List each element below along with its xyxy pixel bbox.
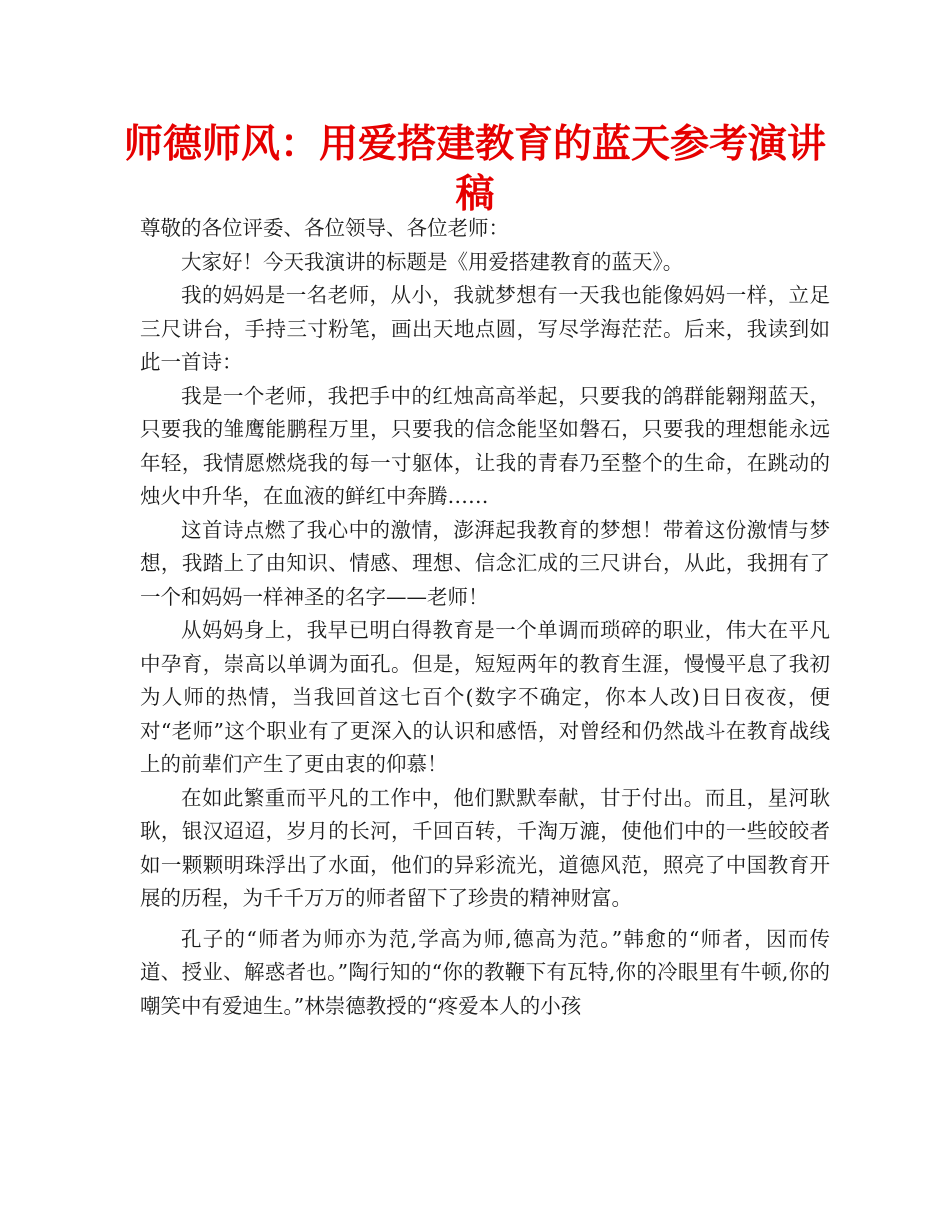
paragraph-mother-teacher: 我的妈妈是一名老师，从小，我就梦想有一天我也能像妈妈一样，立足三尺讲台，手持三寸粉笔，画出天地点圆，写尽学海茫茫。后来，我读到如此一首诗： xyxy=(140,283,830,374)
greeting-line: 尊敬的各位评委、各位领导、各位老师： xyxy=(140,216,509,240)
paragraph-poem: 我是一个老师，我把手中的红烛高高举起，只要我的鸽群能翱翔蓝天，只要我的雏鹰能鹏程万里，只要我的信念能坚如磐石，只要我的理想能永远年轻，我情愿燃烧我的每一寸躯体，让我的青春乃至整个的生命，在跳动的烛火中升华，在血液的鲜红中奔腾…… xyxy=(140,383,830,508)
document-body xyxy=(140,212,830,1023)
paragraph-quotes: 孔子的“师者为师亦为范,学高为师,德高为范。”韩愈的“师者，因而传道、授业、解惑者也。”陶行知的“你的教鞭下有瓦特,你的冷眼里有牛顿,你的嘲笑中有爱迪生。”林崇德教授的“疼爱本人的小孩 xyxy=(140,926,830,1018)
document-title: 师德师风：用爱搭建教育的蓝天参考演讲稿 xyxy=(123,122,826,217)
paragraph-reflection: 从妈妈身上，我早已明白得教育是一个单调而琐碎的职业，伟大在平凡中孕育，崇高以单调为面孔。但是，短短两年的教育生涯，慢慢平息了我初为人师的热情，当我回首这七百个(数字不确定，你本人改)日日夜夜，便对“老师”这个职业有了更深入的认识和感悟，对曾经和仍然战斗在教育战线上的前辈们产生了更由衷的仰慕！ xyxy=(140,618,830,776)
paragraph-opening: 大家好！今天我演讲的标题是《用爱搭建教育的蓝天》。 xyxy=(181,249,684,274)
paragraph-passion: 这首诗点燃了我心中的激情，澎湃起我教育的梦想！带着这份激情与梦想，我踏上了由知识、情感、理想、信念汇成的三尺讲台，从此，我拥有了一个和妈妈一样神圣的名字——老师！ xyxy=(140,517,830,609)
paragraph-predecessors: 在如此繁重而平凡的工作中，他们默默奉献，甘于付出。而且，星河耿耿，银汉迢迢，岁月的长河，千回百转，千淘万漉，使他们中的一些皎皎者如一颗颗明珠浮出了水面，他们的异彩流光，道德风范，照亮了中国教育开展的历程，为千千万万的师者留下了珍贵的精神财富。 xyxy=(140,785,830,910)
